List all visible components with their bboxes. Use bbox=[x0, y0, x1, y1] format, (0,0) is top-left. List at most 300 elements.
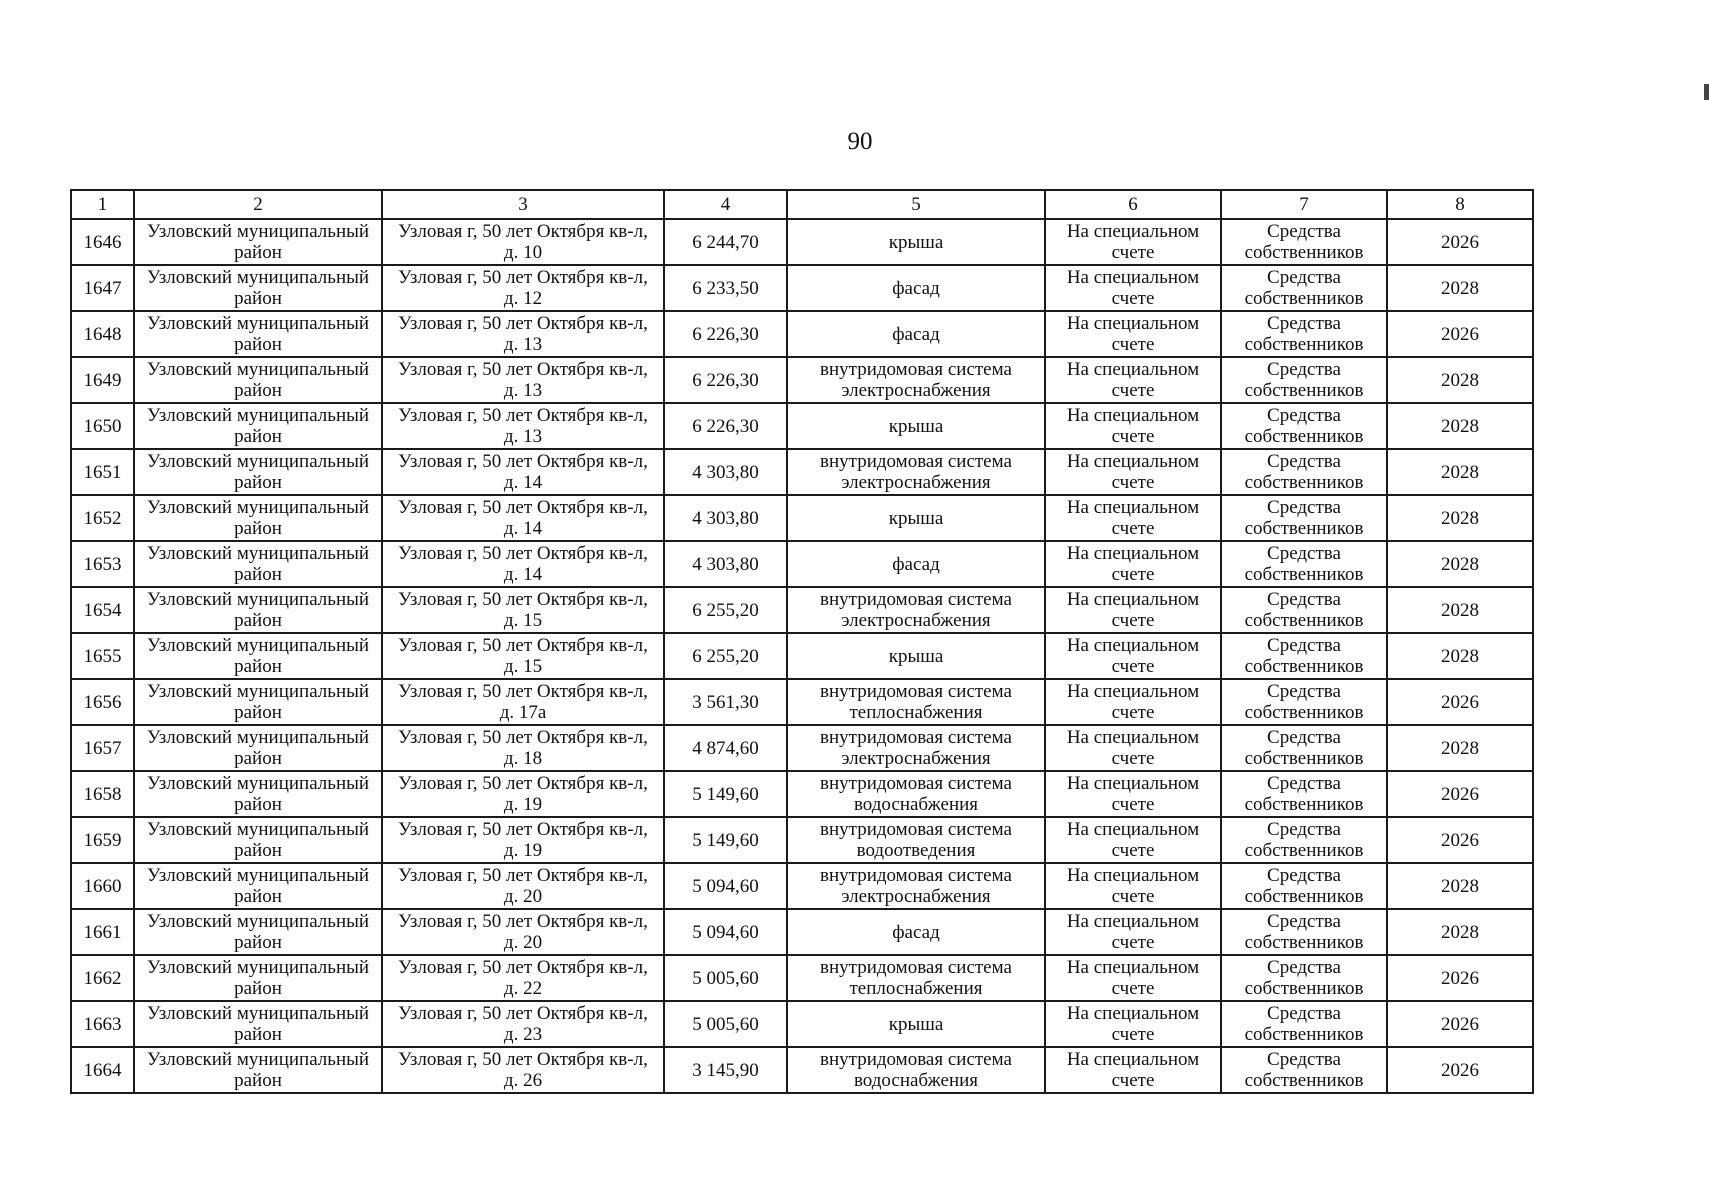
district-cell-line: район bbox=[234, 242, 282, 263]
district-cell bbox=[134, 449, 382, 495]
funding-source-cell-line: Средства bbox=[1267, 543, 1341, 564]
address-cell bbox=[382, 725, 664, 771]
address-cell-line: д. 20 bbox=[503, 886, 543, 907]
funding-source-cell-line: Средства bbox=[1267, 589, 1341, 610]
repair-element-cell-line: крыша bbox=[888, 507, 944, 529]
fund-method-cell-line: счете bbox=[1111, 1024, 1155, 1045]
funding-source-cell-line: Средства bbox=[1267, 727, 1341, 748]
table-row bbox=[71, 495, 1533, 541]
funding-source-cell-line: Средства bbox=[1267, 911, 1341, 932]
column-header-6: 6 bbox=[1045, 190, 1221, 219]
repair-element-cell-line: теплоснабжения bbox=[849, 978, 983, 999]
repair-element-cell-line: электроснабжения bbox=[841, 472, 991, 493]
fund-method-cell bbox=[1045, 265, 1221, 311]
address-cell bbox=[382, 1047, 664, 1093]
address-cell bbox=[382, 357, 664, 403]
repair-element-cell-line: водоснабжения bbox=[853, 1070, 979, 1091]
funding-source-cell bbox=[1221, 587, 1387, 633]
address-cell bbox=[382, 863, 664, 909]
funding-source-cell-line: Средства bbox=[1267, 221, 1341, 242]
repair-element-cell bbox=[787, 219, 1045, 265]
repair-element-cell-line: электроснабжения bbox=[841, 748, 991, 769]
address-cell-line: Узловая г, 50 лет Октября кв-л, bbox=[398, 543, 648, 564]
table-row bbox=[71, 357, 1533, 403]
address-cell-line: д. 18 bbox=[503, 748, 543, 769]
district-cell bbox=[134, 955, 382, 1001]
district-cell-line: Узловский муниципальный bbox=[146, 819, 370, 840]
address-cell-line: д. 15 bbox=[503, 656, 543, 677]
funding-source-cell-line: собственников bbox=[1244, 886, 1364, 907]
fund-method-cell-line: счете bbox=[1111, 610, 1155, 631]
address-cell-line: д. 12 bbox=[503, 288, 543, 309]
row-number-cell: 1662 bbox=[71, 955, 134, 1001]
district-cell-line: Узловский муниципальный bbox=[146, 773, 370, 794]
repair-element-cell-line: внутридомовая система bbox=[820, 727, 1012, 748]
funding-source-cell-line: Средства bbox=[1267, 267, 1341, 288]
year-cell: 2026 bbox=[1387, 955, 1533, 1001]
address-cell-line: д. 14 bbox=[503, 518, 543, 539]
repair-element-cell bbox=[787, 311, 1045, 357]
funding-source-cell-line: собственников bbox=[1244, 518, 1364, 539]
column-header-8: 8 bbox=[1387, 190, 1533, 219]
district-cell-line: Узловский муниципальный bbox=[146, 543, 370, 564]
funding-source-cell bbox=[1221, 955, 1387, 1001]
repair-element-cell bbox=[787, 817, 1045, 863]
funding-source-cell bbox=[1221, 817, 1387, 863]
area-cell: 6 226,30 bbox=[664, 311, 787, 357]
address-cell-line: д. 10 bbox=[503, 242, 543, 263]
table-row bbox=[71, 771, 1533, 817]
fund-method-cell bbox=[1045, 1047, 1221, 1093]
address-cell-line: д. 13 bbox=[503, 334, 543, 355]
table-row bbox=[71, 679, 1533, 725]
repair-element-cell-line: крыша bbox=[888, 415, 944, 437]
address-cell-line: Узловая г, 50 лет Октября кв-л, bbox=[398, 727, 648, 748]
district-cell-line: район bbox=[234, 886, 282, 907]
address-cell-line: Узловая г, 50 лет Октября кв-л, bbox=[398, 1049, 648, 1070]
funding-source-cell-line: Средства bbox=[1267, 313, 1341, 334]
district-cell bbox=[134, 541, 382, 587]
row-number-cell: 1653 bbox=[71, 541, 134, 587]
funding-source-cell bbox=[1221, 1047, 1387, 1093]
fund-method-cell bbox=[1045, 1001, 1221, 1047]
row-number-cell: 1656 bbox=[71, 679, 134, 725]
funding-source-cell bbox=[1221, 219, 1387, 265]
district-cell bbox=[134, 1047, 382, 1093]
funding-source-cell-line: собственников bbox=[1244, 702, 1364, 723]
district-cell-line: Узловский муниципальный bbox=[146, 865, 370, 886]
area-cell: 5 149,60 bbox=[664, 771, 787, 817]
district-cell-line: район bbox=[234, 794, 282, 815]
funding-source-cell bbox=[1221, 633, 1387, 679]
row-number-cell: 1650 bbox=[71, 403, 134, 449]
fund-method-cell-line: На специальном bbox=[1066, 727, 1200, 748]
row-number-cell: 1651 bbox=[71, 449, 134, 495]
repair-element-cell bbox=[787, 587, 1045, 633]
area-cell: 5 149,60 bbox=[664, 817, 787, 863]
repair-element-cell-line: электроснабжения bbox=[841, 886, 991, 907]
funding-source-cell bbox=[1221, 909, 1387, 955]
funding-source-cell bbox=[1221, 725, 1387, 771]
repair-element-cell-line: крыша bbox=[888, 645, 944, 667]
fund-method-cell-line: счете bbox=[1111, 518, 1155, 539]
fund-method-cell-line: счете bbox=[1111, 840, 1155, 861]
district-cell bbox=[134, 311, 382, 357]
area-cell: 3 145,90 bbox=[664, 1047, 787, 1093]
funding-source-cell-line: собственников bbox=[1244, 242, 1364, 263]
funding-source-cell-line: собственников bbox=[1244, 426, 1364, 447]
funding-source-cell-line: собственников bbox=[1244, 840, 1364, 861]
district-cell-line: район bbox=[234, 472, 282, 493]
repair-element-cell-line: водоснабжения bbox=[853, 794, 979, 815]
address-cell bbox=[382, 449, 664, 495]
district-cell-line: район bbox=[234, 610, 282, 631]
address-cell-line: д. 13 bbox=[503, 380, 543, 401]
fund-method-cell-line: счете bbox=[1111, 472, 1155, 493]
district-cell-line: район bbox=[234, 656, 282, 677]
row-number-cell: 1661 bbox=[71, 909, 134, 955]
district-cell-line: район bbox=[234, 380, 282, 401]
fund-method-cell-line: счете bbox=[1111, 702, 1155, 723]
area-cell: 6 233,50 bbox=[664, 265, 787, 311]
district-cell-line: район bbox=[234, 334, 282, 355]
district-cell-line: Узловский муниципальный bbox=[146, 313, 370, 334]
district-cell bbox=[134, 219, 382, 265]
district-cell-line: Узловский муниципальный bbox=[146, 957, 370, 978]
repair-element-cell-line: внутридомовая система bbox=[820, 1049, 1012, 1070]
repair-element-cell-line: теплоснабжения bbox=[849, 702, 983, 723]
area-cell: 6 244,70 bbox=[664, 219, 787, 265]
district-cell-line: район bbox=[234, 840, 282, 861]
repair-element-cell bbox=[787, 495, 1045, 541]
address-cell-line: д. 13 bbox=[503, 426, 543, 447]
fund-method-cell-line: На специальном bbox=[1066, 451, 1200, 472]
fund-method-cell-line: На специальном bbox=[1066, 865, 1200, 886]
funding-source-cell bbox=[1221, 1001, 1387, 1047]
address-cell-line: д. 14 bbox=[503, 472, 543, 493]
funding-source-cell-line: Средства bbox=[1267, 1049, 1341, 1070]
district-cell bbox=[134, 725, 382, 771]
funding-source-cell-line: собственников bbox=[1244, 794, 1364, 815]
address-cell-line: Узловая г, 50 лет Октября кв-л, bbox=[398, 1003, 648, 1024]
address-cell-line: Узловая г, 50 лет Октября кв-л, bbox=[398, 497, 648, 518]
district-cell-line: Узловский муниципальный bbox=[146, 1003, 370, 1024]
address-cell-line: Узловая г, 50 лет Октября кв-л, bbox=[398, 911, 648, 932]
funding-source-cell-line: собственников bbox=[1244, 978, 1364, 999]
column-header-5: 5 bbox=[787, 190, 1045, 219]
fund-method-cell-line: На специальном bbox=[1066, 313, 1200, 334]
table-row bbox=[71, 541, 1533, 587]
repair-element-cell bbox=[787, 679, 1045, 725]
funding-source-cell-line: Средства bbox=[1267, 819, 1341, 840]
fund-method-cell-line: На специальном bbox=[1066, 957, 1200, 978]
fund-method-cell-line: На специальном bbox=[1066, 1049, 1200, 1070]
repair-element-cell bbox=[787, 863, 1045, 909]
address-cell-line: д. 23 bbox=[503, 1024, 543, 1045]
column-header-4: 4 bbox=[664, 190, 787, 219]
funding-source-cell-line: собственников bbox=[1244, 288, 1364, 309]
repair-element-cell-line: фасад bbox=[892, 921, 940, 943]
funding-source-cell-line: Средства bbox=[1267, 681, 1341, 702]
area-cell: 3 561,30 bbox=[664, 679, 787, 725]
address-cell-line: Узловая г, 50 лет Октября кв-л, bbox=[398, 405, 648, 426]
district-cell bbox=[134, 863, 382, 909]
funding-source-cell-line: Средства bbox=[1267, 957, 1341, 978]
district-cell-line: Узловский муниципальный bbox=[146, 635, 370, 656]
fund-method-cell-line: На специальном bbox=[1066, 221, 1200, 242]
year-cell: 2026 bbox=[1387, 1001, 1533, 1047]
district-cell bbox=[134, 909, 382, 955]
table-row bbox=[71, 909, 1533, 955]
repair-element-cell-line: электроснабжения bbox=[841, 610, 991, 631]
address-cell-line: Узловая г, 50 лет Октября кв-л, bbox=[398, 267, 648, 288]
repair-element-cell bbox=[787, 771, 1045, 817]
year-cell: 2028 bbox=[1387, 633, 1533, 679]
address-cell-line: д. 14 bbox=[503, 564, 543, 585]
fund-method-cell bbox=[1045, 771, 1221, 817]
table-row bbox=[71, 863, 1533, 909]
repair-element-cell bbox=[787, 265, 1045, 311]
fund-method-cell-line: На специальном bbox=[1066, 635, 1200, 656]
repair-element-cell-line: фасад bbox=[892, 323, 940, 345]
district-cell-line: Узловский муниципальный bbox=[146, 589, 370, 610]
year-cell: 2028 bbox=[1387, 495, 1533, 541]
address-cell bbox=[382, 311, 664, 357]
funding-source-cell-line: собственников bbox=[1244, 334, 1364, 355]
address-cell bbox=[382, 587, 664, 633]
year-cell: 2026 bbox=[1387, 817, 1533, 863]
year-cell: 2026 bbox=[1387, 311, 1533, 357]
address-cell-line: д. 19 bbox=[503, 794, 543, 815]
column-header-3: 3 bbox=[382, 190, 664, 219]
row-number-cell: 1648 bbox=[71, 311, 134, 357]
fund-method-cell-line: На специальном bbox=[1066, 819, 1200, 840]
area-cell: 6 226,30 bbox=[664, 403, 787, 449]
funding-source-cell-line: собственников bbox=[1244, 564, 1364, 585]
repair-element-cell bbox=[787, 1001, 1045, 1047]
fund-method-cell-line: счете bbox=[1111, 380, 1155, 401]
fund-method-cell bbox=[1045, 725, 1221, 771]
row-number-cell: 1658 bbox=[71, 771, 134, 817]
funding-source-cell bbox=[1221, 449, 1387, 495]
area-cell: 5 094,60 bbox=[664, 909, 787, 955]
fund-method-cell bbox=[1045, 909, 1221, 955]
district-cell-line: район bbox=[234, 426, 282, 447]
district-cell bbox=[134, 265, 382, 311]
address-cell-line: Узловая г, 50 лет Октября кв-л, bbox=[398, 773, 648, 794]
repair-element-cell bbox=[787, 633, 1045, 679]
address-cell bbox=[382, 955, 664, 1001]
area-cell: 6 255,20 bbox=[664, 633, 787, 679]
fund-method-cell bbox=[1045, 863, 1221, 909]
area-cell: 6 255,20 bbox=[664, 587, 787, 633]
address-cell-line: д. 15 bbox=[503, 610, 543, 631]
address-cell-line: д. 22 bbox=[503, 978, 543, 999]
district-cell bbox=[134, 495, 382, 541]
table-row bbox=[71, 219, 1533, 265]
year-cell: 2028 bbox=[1387, 357, 1533, 403]
address-cell bbox=[382, 495, 664, 541]
fund-method-cell bbox=[1045, 449, 1221, 495]
area-cell: 5 094,60 bbox=[664, 863, 787, 909]
district-cell-line: Узловский муниципальный bbox=[146, 451, 370, 472]
table-row bbox=[71, 633, 1533, 679]
area-cell: 4 303,80 bbox=[664, 495, 787, 541]
fund-method-cell-line: На специальном bbox=[1066, 543, 1200, 564]
fund-method-cell-line: счете bbox=[1111, 886, 1155, 907]
district-cell-line: район bbox=[234, 1024, 282, 1045]
fund-method-cell-line: счете bbox=[1111, 288, 1155, 309]
fund-method-cell bbox=[1045, 817, 1221, 863]
address-cell-line: Узловая г, 50 лет Октября кв-л, bbox=[398, 221, 648, 242]
district-cell-line: Узловский муниципальный bbox=[146, 911, 370, 932]
fund-method-cell bbox=[1045, 219, 1221, 265]
funding-source-cell-line: Средства bbox=[1267, 451, 1341, 472]
district-cell-line: район bbox=[234, 1070, 282, 1091]
register-table bbox=[70, 189, 1534, 1094]
district-cell bbox=[134, 633, 382, 679]
funding-source-cell bbox=[1221, 311, 1387, 357]
district-cell-line: Узловский муниципальный bbox=[146, 221, 370, 242]
address-cell-line: Узловая г, 50 лет Октября кв-л, bbox=[398, 635, 648, 656]
address-cell bbox=[382, 265, 664, 311]
fund-method-cell bbox=[1045, 357, 1221, 403]
funding-source-cell bbox=[1221, 265, 1387, 311]
repair-element-cell bbox=[787, 357, 1045, 403]
funding-source-cell-line: собственников bbox=[1244, 1070, 1364, 1091]
address-cell-line: Узловая г, 50 лет Октября кв-л, bbox=[398, 819, 648, 840]
area-cell: 6 226,30 bbox=[664, 357, 787, 403]
repair-element-cell bbox=[787, 403, 1045, 449]
funding-source-cell bbox=[1221, 495, 1387, 541]
district-cell bbox=[134, 817, 382, 863]
district-cell-line: Узловский муниципальный bbox=[146, 1049, 370, 1070]
funding-source-cell-line: Средства bbox=[1267, 1003, 1341, 1024]
address-cell-line: д. 19 bbox=[503, 840, 543, 861]
row-number-cell: 1654 bbox=[71, 587, 134, 633]
header-row bbox=[71, 190, 1533, 219]
area-cell: 5 005,60 bbox=[664, 1001, 787, 1047]
district-cell-line: район bbox=[234, 978, 282, 999]
district-cell bbox=[134, 587, 382, 633]
address-cell bbox=[382, 1001, 664, 1047]
repair-element-cell bbox=[787, 1047, 1045, 1093]
row-number-cell: 1657 bbox=[71, 725, 134, 771]
fund-method-cell bbox=[1045, 403, 1221, 449]
row-number-cell: 1649 bbox=[71, 357, 134, 403]
table-header bbox=[71, 190, 1533, 219]
district-cell-line: район bbox=[234, 518, 282, 539]
address-cell bbox=[382, 633, 664, 679]
funding-source-cell bbox=[1221, 403, 1387, 449]
year-cell: 2028 bbox=[1387, 541, 1533, 587]
district-cell bbox=[134, 771, 382, 817]
funding-source-cell-line: Средства bbox=[1267, 497, 1341, 518]
area-cell: 4 303,80 bbox=[664, 449, 787, 495]
column-header-1: 1 bbox=[71, 190, 134, 219]
table-row bbox=[71, 817, 1533, 863]
repair-element-cell bbox=[787, 725, 1045, 771]
address-cell-line: д. 17а bbox=[499, 702, 547, 723]
funding-source-cell-line: Средства bbox=[1267, 773, 1341, 794]
table-row bbox=[71, 265, 1533, 311]
fund-method-cell-line: счете bbox=[1111, 426, 1155, 447]
funding-source-cell-line: Средства bbox=[1267, 405, 1341, 426]
address-cell-line: Узловая г, 50 лет Октября кв-л, bbox=[398, 865, 648, 886]
fund-method-cell-line: На специальном bbox=[1066, 267, 1200, 288]
repair-element-cell-line: внутридомовая система bbox=[820, 865, 1012, 886]
funding-source-cell-line: Средства bbox=[1267, 865, 1341, 886]
row-number-cell: 1664 bbox=[71, 1047, 134, 1093]
repair-element-cell-line: крыша bbox=[888, 1013, 944, 1035]
row-number-cell: 1655 bbox=[71, 633, 134, 679]
funding-source-cell bbox=[1221, 863, 1387, 909]
year-cell: 2026 bbox=[1387, 679, 1533, 725]
area-cell: 5 005,60 bbox=[664, 955, 787, 1001]
year-cell: 2026 bbox=[1387, 771, 1533, 817]
district-cell-line: район bbox=[234, 932, 282, 953]
district-cell-line: район bbox=[234, 702, 282, 723]
table-row bbox=[71, 1047, 1533, 1093]
address-cell bbox=[382, 771, 664, 817]
district-cell-line: Узловский муниципальный bbox=[146, 681, 370, 702]
funding-source-cell-line: Средства bbox=[1267, 635, 1341, 656]
district-cell-line: район bbox=[234, 748, 282, 769]
fund-method-cell-line: На специальном bbox=[1066, 681, 1200, 702]
table-row bbox=[71, 955, 1533, 1001]
district-cell-line: район bbox=[234, 564, 282, 585]
fund-method-cell bbox=[1045, 541, 1221, 587]
funding-source-cell-line: собственников bbox=[1244, 472, 1364, 493]
repair-element-cell-line: внутридомовая система bbox=[820, 359, 1012, 380]
fund-method-cell bbox=[1045, 311, 1221, 357]
row-number-cell: 1663 bbox=[71, 1001, 134, 1047]
fund-method-cell-line: счете bbox=[1111, 1070, 1155, 1091]
district-cell bbox=[134, 1001, 382, 1047]
scan-edge-mark bbox=[1704, 84, 1709, 100]
funding-source-cell-line: собственников bbox=[1244, 656, 1364, 677]
table-body bbox=[71, 219, 1533, 1093]
repair-element-cell-line: внутридомовая система bbox=[820, 451, 1012, 472]
fund-method-cell-line: счете bbox=[1111, 242, 1155, 263]
address-cell-line: д. 26 bbox=[503, 1070, 543, 1091]
district-cell-line: Узловский муниципальный bbox=[146, 405, 370, 426]
fund-method-cell-line: На специальном bbox=[1066, 1003, 1200, 1024]
fund-method-cell-line: На специальном bbox=[1066, 589, 1200, 610]
funding-source-cell-line: собственников bbox=[1244, 380, 1364, 401]
district-cell-line: район bbox=[234, 288, 282, 309]
funding-source-cell bbox=[1221, 357, 1387, 403]
year-cell: 2028 bbox=[1387, 403, 1533, 449]
year-cell: 2028 bbox=[1387, 587, 1533, 633]
row-number-cell: 1647 bbox=[71, 265, 134, 311]
repair-element-cell bbox=[787, 449, 1045, 495]
table-row bbox=[71, 725, 1533, 771]
row-number-cell: 1660 bbox=[71, 863, 134, 909]
area-cell: 4 874,60 bbox=[664, 725, 787, 771]
fund-method-cell-line: счете bbox=[1111, 932, 1155, 953]
district-cell-line: Узловский муниципальный bbox=[146, 727, 370, 748]
address-cell bbox=[382, 541, 664, 587]
table-row bbox=[71, 311, 1533, 357]
address-cell-line: Узловая г, 50 лет Октября кв-л, bbox=[398, 451, 648, 472]
repair-element-cell-line: внутридомовая система bbox=[820, 957, 1012, 978]
page-number: 90 bbox=[847, 128, 873, 155]
funding-source-cell-line: собственников bbox=[1244, 1024, 1364, 1045]
column-header-7: 7 bbox=[1221, 190, 1387, 219]
fund-method-cell-line: счете bbox=[1111, 794, 1155, 815]
district-cell-line: Узловский муниципальный bbox=[146, 359, 370, 380]
